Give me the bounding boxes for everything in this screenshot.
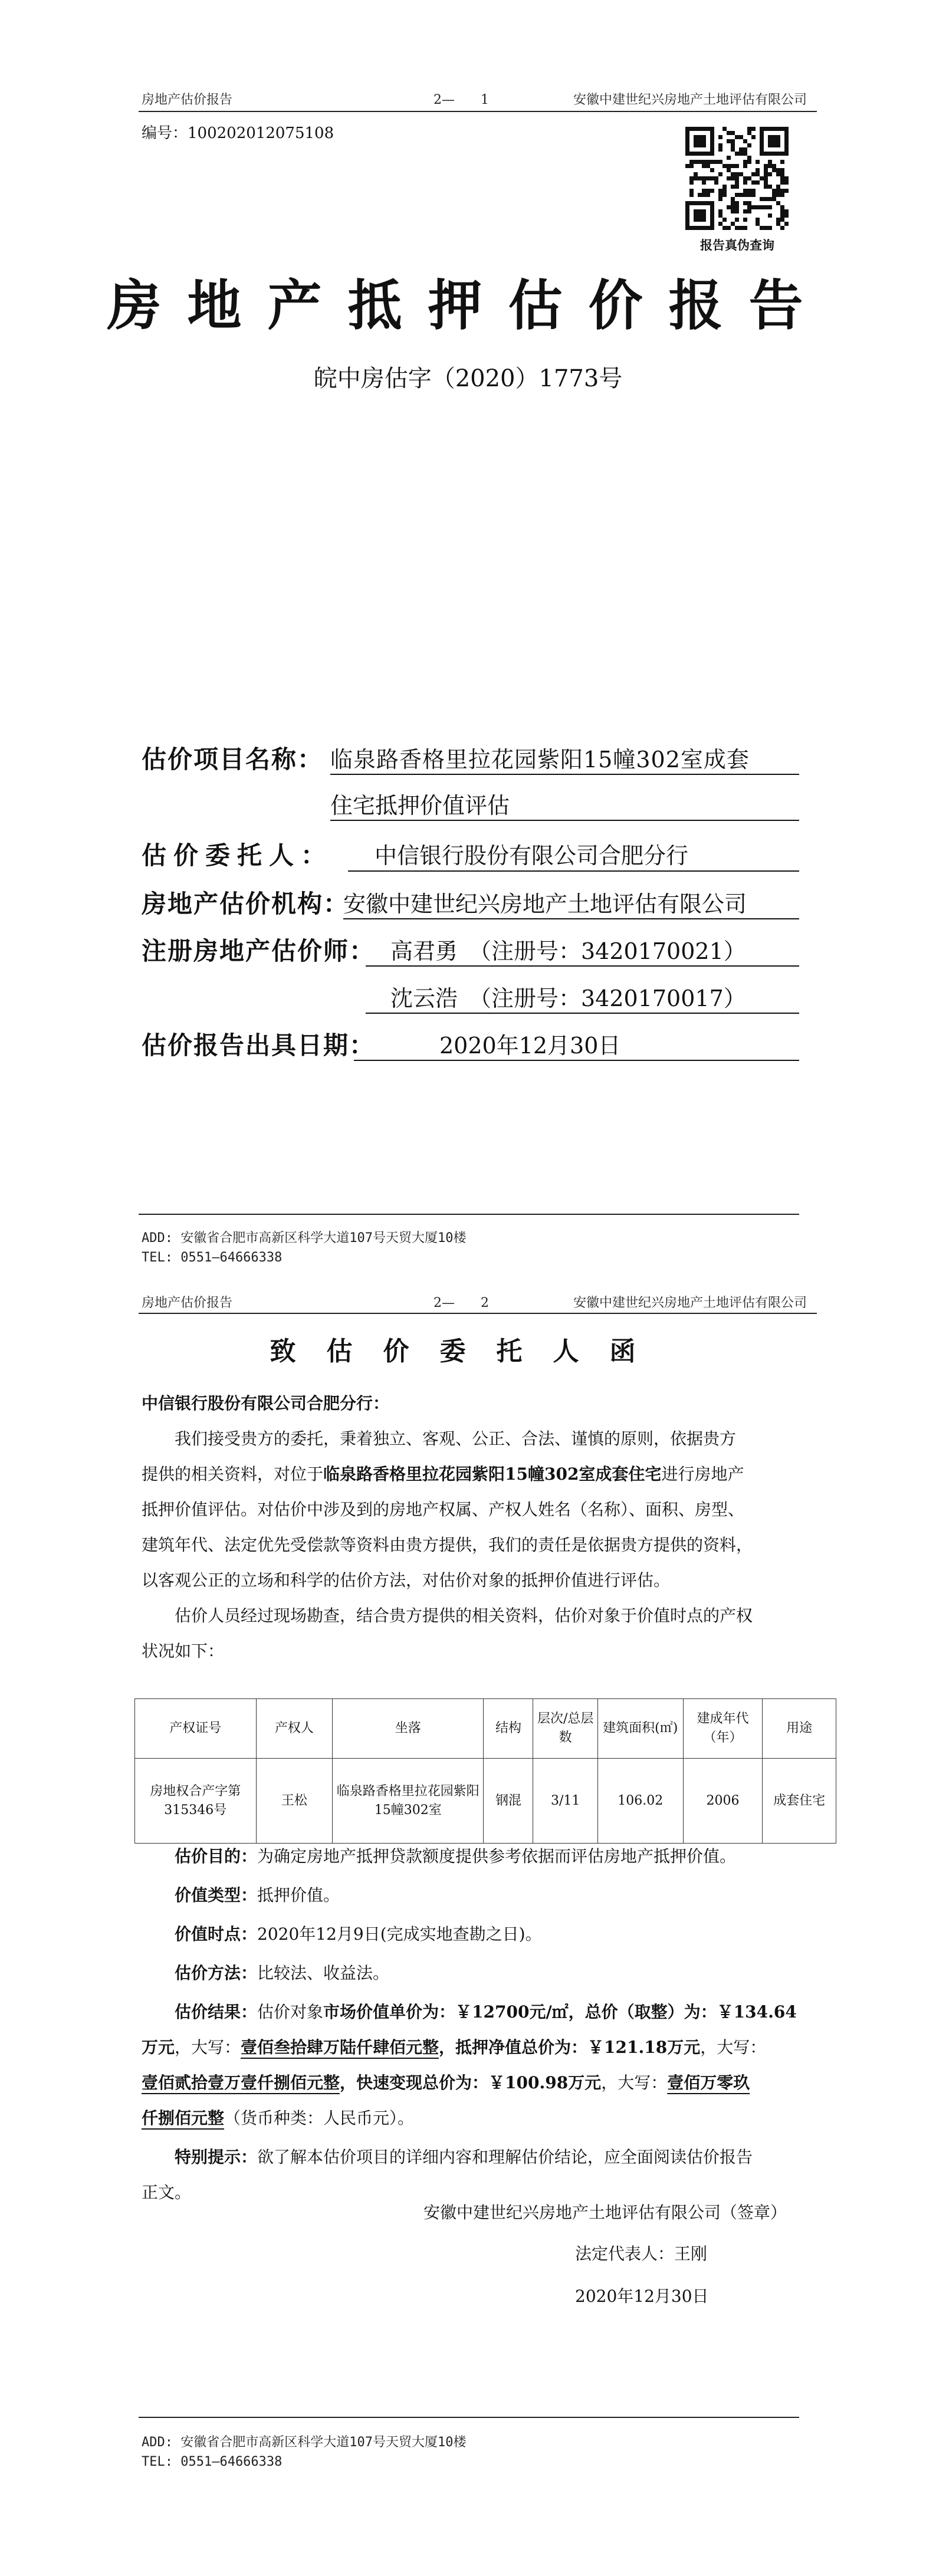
qr-module — [702, 180, 706, 185]
qr-module — [760, 127, 764, 156]
qr-module — [706, 164, 710, 168]
qr-module — [698, 193, 702, 197]
method-text: 比较法、收益法。 — [257, 1963, 390, 1983]
qr-module — [768, 213, 772, 218]
qr-module — [743, 209, 747, 213]
value-type-label: 价值类型： — [175, 1885, 258, 1905]
currency-note: （货币种类：人民币元）。 — [224, 2108, 415, 2128]
qr-module — [710, 189, 714, 193]
qr-module — [764, 176, 768, 180]
header-left: 房地产估价报告 — [142, 1296, 233, 1310]
qr-module — [731, 176, 735, 180]
qr-module — [735, 135, 739, 139]
table-cell: 3/11 — [533, 1759, 597, 1844]
table-cell: 2006 — [683, 1759, 763, 1844]
qr-module — [702, 164, 706, 168]
qr-module — [780, 172, 784, 176]
qr-module — [743, 147, 747, 152]
total-in-words: 壹佰叁拾肆万陆仟肆佰元整 — [241, 2038, 439, 2057]
table-header-cell: 产权证号 — [135, 1699, 257, 1759]
details-block — [142, 1839, 838, 2210]
qr-module — [731, 185, 735, 189]
qr-module — [735, 185, 739, 189]
qr-module — [784, 127, 789, 156]
qr-module — [743, 164, 747, 168]
qr-module — [731, 131, 735, 135]
qr-module — [689, 160, 694, 164]
client-value: 中信银行股份有限公司合肥分行 — [375, 843, 689, 869]
qr-module — [760, 205, 764, 209]
qr-module — [751, 205, 756, 209]
qr-module — [776, 201, 780, 205]
legal-representative: 法定代表人：王刚 — [575, 2244, 708, 2263]
qr-module — [768, 185, 772, 189]
qr-module — [764, 168, 768, 172]
purpose-label: 估价目的： — [175, 1846, 258, 1866]
qr-module — [689, 164, 694, 168]
header-left: 房地产估价报告 — [142, 93, 233, 107]
qr-module — [780, 226, 784, 230]
para1-line-b — [142, 1457, 838, 1492]
qr-module — [747, 205, 751, 209]
table-header-cell: 建筑面积(㎡) — [597, 1699, 683, 1759]
qr-module — [710, 201, 714, 230]
qr-module — [768, 172, 772, 176]
table-row — [135, 1759, 836, 1844]
qr-module — [722, 193, 727, 197]
header-page-number: 2— 2 — [433, 1296, 489, 1310]
qr-module — [718, 135, 722, 139]
qr-module — [768, 164, 772, 168]
qr-module — [714, 180, 718, 185]
qr-module — [735, 172, 739, 176]
value-type-line — [142, 1878, 838, 1913]
qr-module — [743, 180, 747, 185]
qr-module — [756, 205, 760, 209]
table-cell: 王松 — [256, 1759, 333, 1844]
qr-module — [739, 147, 743, 152]
footer-rule — [139, 2417, 799, 2418]
qr-module — [784, 189, 789, 193]
qr-module — [760, 197, 764, 201]
qr-module — [727, 156, 731, 160]
qr-module — [731, 209, 735, 213]
value-date-line — [142, 1917, 838, 1952]
qr-module — [780, 189, 784, 193]
qr-module — [718, 189, 722, 193]
purpose-line — [142, 1839, 838, 1874]
qr-module — [747, 176, 751, 180]
qr-module — [727, 131, 731, 135]
qr-module — [714, 160, 718, 164]
qr-module — [718, 213, 722, 218]
qr-module — [780, 209, 784, 213]
property-table — [134, 1698, 836, 1844]
result-subject: 估价对象 — [257, 2002, 324, 2022]
qr-module — [706, 189, 710, 193]
table-cell: 106.02 — [597, 1759, 683, 1844]
qr-module — [751, 193, 756, 197]
qr-module — [756, 222, 760, 226]
signature-company: 安徽中建世纪兴房地产土地评估有限公司（签章） — [423, 2203, 787, 2222]
qr-module — [735, 226, 739, 230]
qr-module — [747, 127, 751, 131]
table-cell: 成套住宅 — [763, 1759, 836, 1844]
qr-module — [764, 172, 768, 176]
qr-module — [772, 197, 776, 201]
tip-line — [142, 2140, 838, 2175]
qr-module — [718, 193, 722, 197]
qr-module — [735, 205, 739, 209]
market-value: 市场价值单价为：￥12700元/㎡，总价（取整）为：￥134.64 — [323, 2002, 797, 2022]
qr-module — [768, 226, 772, 230]
qr-module — [702, 193, 706, 197]
qr-module — [747, 189, 751, 193]
qr-module — [702, 160, 706, 164]
qr-module — [731, 143, 735, 147]
qr-module — [718, 172, 722, 176]
table-header-cell: 产权人 — [256, 1699, 333, 1759]
qr-module — [727, 139, 731, 143]
qr-module — [776, 193, 780, 197]
paragraph-2 — [142, 1598, 838, 1669]
qr-module — [743, 152, 747, 156]
qr-module — [718, 147, 722, 152]
qr-module — [739, 172, 743, 176]
purpose-text: 为确定房地产抵押贷款额度提供参考依据而评估房地产抵押价值。 — [257, 1846, 737, 1866]
qr-module — [764, 180, 768, 185]
report-date-underline — [354, 1060, 799, 1061]
qr-module — [735, 218, 739, 222]
footer-telephone: TEL: 0551—64666338 — [142, 1250, 283, 1265]
qr-module — [727, 164, 731, 168]
qr-module — [731, 197, 735, 201]
para1-b-pre: 提供的相关资料，对位于 — [142, 1464, 324, 1484]
table-header-cell: 坐落 — [333, 1699, 484, 1759]
qr-module — [689, 193, 694, 197]
qr-module — [685, 164, 689, 168]
qr-module — [718, 197, 722, 201]
appraiser-label: 注册房地产估价师： — [142, 937, 376, 965]
agency-label: 房地产估价机构： — [142, 889, 350, 918]
qr-module — [784, 209, 789, 213]
qr-module — [780, 168, 784, 172]
value-type-text: 抵押价值。 — [257, 1885, 340, 1905]
caps-label-3: ，大写： — [601, 2073, 668, 2092]
agency-underline — [343, 918, 799, 919]
qr-module — [722, 164, 727, 168]
appraiser-2: 沈云浩 （注册号：3420170017） — [390, 985, 746, 1011]
report-title: 房地产抵押估价报告 — [107, 274, 829, 337]
qr-module — [722, 185, 727, 189]
qr-module — [776, 172, 780, 176]
qr-module — [751, 180, 756, 185]
qr-module — [776, 168, 780, 172]
qr-module — [739, 152, 743, 156]
qr-module — [710, 127, 714, 156]
header-page-number: 2— 1 — [433, 93, 489, 107]
qr-module — [722, 226, 727, 230]
qr-module — [735, 176, 739, 180]
table-header-cell: 建成年代（年） — [683, 1699, 763, 1759]
result-label: 估价结果： — [175, 2002, 258, 2022]
qr-module — [689, 176, 694, 180]
qr-module — [764, 226, 768, 230]
qr-module — [731, 201, 735, 205]
qr-module — [780, 213, 784, 218]
table-header-cell: 层次/总层数 — [533, 1699, 597, 1759]
qr-module — [698, 160, 702, 164]
qr-module — [772, 168, 776, 172]
qr-module — [718, 222, 722, 226]
table-header-row — [135, 1699, 836, 1759]
qr-module — [780, 176, 784, 180]
qr-module — [743, 226, 747, 230]
qr-module — [739, 135, 743, 139]
appraiser-underline-1 — [366, 965, 799, 967]
qr-module — [718, 143, 722, 147]
qr-module — [772, 193, 776, 197]
qr-module — [751, 172, 756, 176]
qr-module — [743, 160, 747, 164]
qr-module — [689, 180, 694, 185]
footer-address: ADD: 安徽省合肥市高新区科学大道107号天贸大厦10楼 — [142, 2435, 467, 2450]
document-number: 皖中房估字（2020）1773号 — [313, 365, 623, 392]
qr-module — [743, 176, 747, 180]
qr-module — [780, 205, 784, 209]
qr-module — [784, 180, 789, 185]
qr-module — [702, 176, 706, 180]
para2-line-b: 状况如下： — [142, 1641, 225, 1661]
para1-line-a: 我们接受贵方的委托，秉着独立、客观、公正、合法、谨慎的原则，依据贵方 — [175, 1429, 737, 1448]
header-right: 安徽中建世纪兴房地产土地评估有限公司 — [573, 1296, 807, 1310]
table-cell: 房地权合产字第315346号 — [135, 1759, 257, 1844]
qr-module — [739, 193, 743, 197]
qr-module — [780, 160, 784, 164]
qr-module — [710, 168, 714, 172]
qr-module — [772, 164, 776, 168]
qr-module — [760, 226, 764, 230]
qr-module — [694, 160, 698, 164]
qr-module — [722, 218, 727, 222]
qr-module — [689, 189, 694, 193]
qr-module — [747, 209, 751, 213]
qr-module — [731, 164, 735, 168]
qr-module — [702, 189, 706, 193]
qr-module — [727, 226, 731, 230]
qr-module — [735, 180, 739, 185]
qr-module — [694, 135, 706, 147]
project-name-line1: 临泉路香格里拉花园紫阳15幢302室成套 — [330, 747, 750, 773]
qr-module — [747, 131, 751, 135]
project-underline-1 — [330, 774, 799, 775]
qr-module — [747, 143, 751, 147]
project-name-label: 估价项目名称： — [142, 745, 324, 774]
para1-b-post: 进行房地产 — [661, 1464, 744, 1484]
para2-line-a: 估价人员经过现场勘查，结合贵方提供的相关资料，估价对象于价值时点的产权 — [175, 1606, 753, 1625]
quick-sale-in-words-a: 壹佰万零玖 — [667, 2073, 750, 2092]
qr-module — [747, 201, 751, 205]
qr-module — [739, 226, 743, 230]
caps-label-1: ，大写： — [175, 2038, 241, 2057]
qr-module — [764, 185, 768, 189]
qr-module — [731, 205, 735, 209]
table-header-cell: 用途 — [763, 1699, 836, 1759]
qr-module — [714, 176, 718, 180]
qr-module — [710, 176, 714, 180]
qr-module — [768, 160, 772, 164]
tip-line-2: 正文。 — [142, 2183, 192, 2202]
qr-module — [784, 213, 789, 218]
value-date-text: 2020年12月9日(完成实地查勘之日)。 — [257, 1924, 542, 1944]
qr-caption: 报告真伪查询 — [700, 238, 774, 252]
appraiser-underline-2 — [366, 1013, 799, 1014]
qr-module — [731, 147, 735, 152]
report-date-value: 2020年12月30日 — [439, 1033, 621, 1059]
project-underline-2 — [330, 820, 799, 821]
qr-module — [735, 193, 739, 197]
qr-module — [751, 135, 756, 139]
qr-module — [694, 172, 698, 176]
qr-module — [764, 164, 768, 168]
qr-module — [776, 185, 780, 189]
qr-module — [751, 127, 756, 131]
qr-module — [735, 201, 739, 205]
qr-module — [772, 189, 776, 193]
qr-module — [751, 189, 756, 193]
method-label: 估价方法： — [175, 1963, 258, 1983]
qr-module — [747, 193, 751, 197]
qr-module — [710, 160, 714, 164]
header-rule — [139, 1313, 817, 1314]
qr-module — [756, 218, 760, 222]
caps-label-2: ，大写： — [700, 2038, 767, 2057]
para1-line-e: 以客观公正的立场和科学的估价方法，对估价对象的抵押价值进行评估。 — [142, 1570, 671, 1590]
qr-module — [756, 168, 760, 172]
qr-module — [743, 139, 747, 143]
result-line-3 — [142, 2065, 838, 2101]
project-name-line2: 住宅抵押价值评估 — [330, 793, 510, 819]
result-line-1 — [142, 1995, 838, 2030]
qr-module — [718, 160, 722, 164]
qr-module — [768, 205, 772, 209]
property-address: 临泉路香格里拉花园紫阳15幢302室成套住宅 — [323, 1464, 662, 1484]
salutation: 中信银行股份有限公司合肥分行： — [142, 1394, 390, 1413]
qr-module — [776, 189, 780, 193]
footer-rule — [139, 1214, 799, 1215]
letter-title: 致估价委托人函 — [270, 1336, 666, 1366]
qr-module — [698, 176, 702, 180]
tip-text: 欲了解本估价项目的详细内容和理解估价结论，应全面阅读估价报告 — [257, 2147, 753, 2167]
qr-module — [694, 176, 698, 180]
qr-module — [768, 197, 772, 201]
qr-module — [735, 152, 739, 156]
quick-sale-value: ，快速变现总价为：￥100.98万元 — [340, 2073, 602, 2092]
net-value-in-words: 壹佰贰拾壹万壹仟捌佰元整 — [142, 2073, 340, 2092]
agency-value: 安徽中建世纪兴房地产土地评估有限公司 — [343, 891, 747, 917]
qr-module — [764, 197, 768, 201]
qr-module — [722, 127, 727, 131]
qr-module — [743, 201, 747, 205]
table-header-cell: 结构 — [484, 1699, 533, 1759]
para1-line-c: 抵押价值评估。对估价中涉及到的房地产权属、产权人姓名（名称）、面积、房型、 — [142, 1500, 745, 1519]
qr-module — [718, 209, 722, 213]
qr-module — [747, 160, 751, 164]
qr-module — [685, 201, 689, 230]
footer-address: ADD: 安徽省合肥市高新区科学大道107号天贸大厦10楼 — [142, 1231, 467, 1246]
qr-module — [756, 160, 760, 164]
qr-module — [780, 180, 784, 185]
qr-module — [731, 172, 735, 176]
qr-module — [756, 180, 760, 185]
qr-module — [747, 156, 751, 160]
result-line-4 — [142, 2101, 838, 2136]
para1-line-d: 建筑年代、法定优先受偿款等资料由贵方提供，我们的责任是依据贵方提供的资料， — [142, 1535, 753, 1555]
footer-telephone: TEL: 0551—64666338 — [142, 2455, 283, 2469]
method-line — [142, 1956, 838, 1991]
client-underline — [348, 870, 799, 872]
mortgage-net-value: ，抵押净值总价为：￥121.18万元 — [439, 2038, 701, 2057]
serial-number: 编号：100202012075108 — [142, 124, 334, 142]
signature-date: 2020年12月30日 — [575, 2286, 709, 2306]
qr-module — [735, 164, 739, 168]
qr-module — [768, 135, 780, 147]
qr-module — [776, 222, 780, 226]
qr-module — [727, 176, 731, 180]
qr-module — [735, 209, 739, 213]
qr-module — [764, 205, 768, 209]
client-label: 估价委托人： — [142, 841, 333, 870]
table-cell: 临泉路香格里拉花园紫阳15幢302室 — [333, 1759, 484, 1844]
qr-module — [694, 209, 706, 222]
qr-module — [731, 139, 735, 143]
table-cell: 钢混 — [484, 1759, 533, 1844]
qr-module — [743, 193, 747, 197]
qr-module — [706, 193, 710, 197]
total-unit: 万元 — [142, 2038, 175, 2057]
qr-module — [743, 218, 747, 222]
qr-module — [731, 222, 735, 226]
qr-module — [722, 189, 727, 193]
qr-module — [706, 160, 710, 164]
report-date-label: 估价报告出具日期： — [142, 1031, 376, 1060]
qr-module — [780, 218, 784, 222]
tip-label: 特别提示： — [175, 2147, 258, 2167]
paragraph-1 — [142, 1421, 838, 1598]
qr-module — [706, 176, 710, 180]
qr-module — [780, 193, 784, 197]
qr-module — [743, 189, 747, 193]
appraiser-1: 高君勇 （注册号：3420170021） — [390, 938, 746, 964]
qr-module — [784, 176, 789, 180]
qr-module — [760, 176, 764, 180]
qr-module — [685, 127, 689, 156]
qr-code-icon[interactable] — [685, 127, 789, 230]
value-date-label: 价值时点： — [175, 1924, 258, 1944]
header-rule — [139, 111, 817, 112]
qr-module — [776, 218, 780, 222]
qr-module — [756, 172, 760, 176]
qr-module — [727, 205, 731, 209]
result-line-2 — [142, 2030, 838, 2065]
header-right: 安徽中建世纪兴房地产土地评估有限公司 — [573, 93, 807, 107]
quick-sale-in-words-b: 仟捌佰元整 — [142, 2108, 225, 2128]
qr-module — [727, 168, 731, 172]
qr-module — [784, 222, 789, 226]
